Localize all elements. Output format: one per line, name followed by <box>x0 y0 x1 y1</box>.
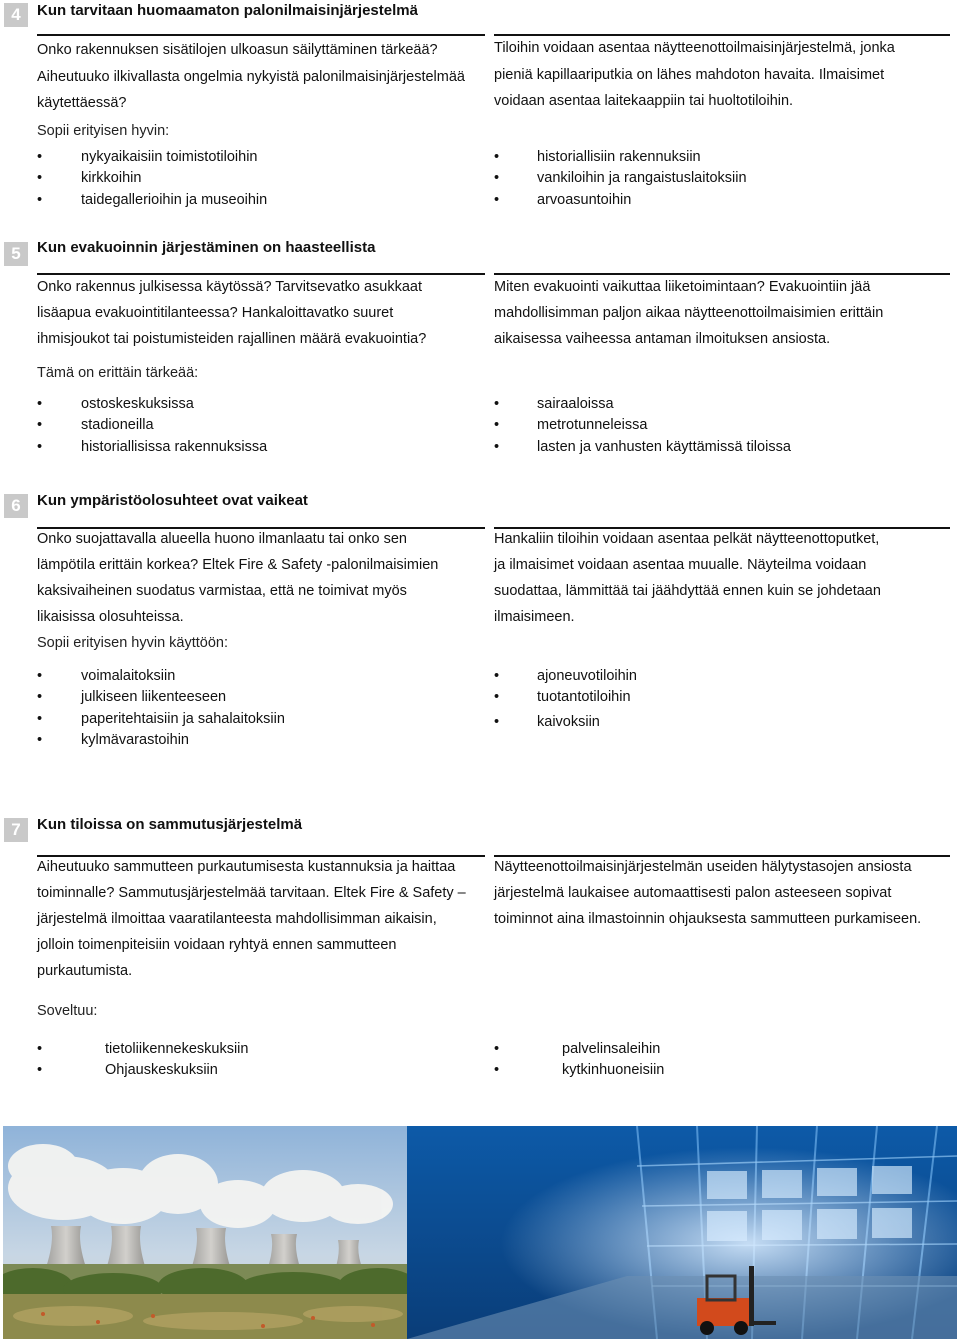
list-item: • kylmävarastoihin <box>37 731 189 748</box>
list-item: • ostoskeskuksissa <box>37 396 194 412</box>
section-6-left-paragraph: Onko suojattavalla alueella huono ilmanlaatu tai onko sen lämpötila erittäin korkea? Eltek Fire & Safety -palonilmaisimien kaksivaiheinen suodatus varmistaa, että ne toimivat myös likaisissa olosuhteissa. <box>37 531 439 625</box>
section-4-number: 4 <box>4 3 28 27</box>
section-5-left-list <box>37 394 477 458</box>
section-5-right-paragraph: Miten evakuointi vaikuttaa liiketoimintaan? Evakuointiin jää mahdollisimman paljon aikaa näytteenottoilmaisimien erittäin aikaisessa vaiheessa antaman ilmoituksen ansiosta. <box>494 279 884 347</box>
list-item: • julkiseen liikenteeseen <box>37 689 227 706</box>
list-item: • vankiloihin ja rangaistuslaitoksiin <box>494 170 747 187</box>
list-item: • taidegallerioihin ja museoihin <box>37 191 268 208</box>
section-7-right-paragraph: Näytteenottoilmaisinjärjestelmän useiden hälytystasojen ansiosta järjestelmä laukaisee automaattisesti palon asteeseen sopivat toiminnot aina ilmastoinnin ohjauksesta sammutteen purkamiseen. <box>494 859 922 927</box>
section-4-right-paragraph: Tiloihin voidaan asentaa näytteenottoilmaisinjärjestelmä, jonka pieniä kapillaariputkia on lähes mahdoton havaita. Ilmaisimet voidaan asentaa laitekaappiin tai huoltotiloihin. <box>494 40 895 109</box>
list-item: • kirkkoihin <box>37 170 142 187</box>
list-item: • Ohjauskeskuksiin <box>37 1062 218 1079</box>
list-item: • historiallisissa rakennuksissa <box>37 438 268 455</box>
list-item: • paperitehtaisiin ja sahalaitoksiin <box>37 710 285 727</box>
list-item: • tietoliikennekeskuksiin <box>37 1041 249 1057</box>
section-5-list-label: Tämä on erittäin tärkeää: <box>37 365 199 381</box>
section-4-right-list <box>494 147 934 211</box>
list-item: • lasten ja vanhusten käyttämissä tiloissa <box>494 438 791 455</box>
section-5-right-list <box>494 394 934 458</box>
section-7-list-label: Soveltuu: <box>37 1003 98 1019</box>
list-item: • kytkinhuoneisiin <box>494 1062 665 1079</box>
section-5-title: Kun evakuoinnin järjestäminen on haasteellista <box>37 239 376 256</box>
section-6-left-list <box>37 666 477 751</box>
section-4-left-paragraph: Onko rakennuksen sisätilojen ulkoasun säilyttäminen tärkeää? Aiheutuuko ilkivallasta ongelmia nykyistä palonilmaisinjärjestelmää käytettäessä? <box>37 42 465 111</box>
section-4-left-list <box>37 147 477 211</box>
section-6-list-label: Sopii erityisen hyvin käyttöön: <box>37 635 229 651</box>
section-6-right-list <box>494 666 934 736</box>
warehouse-illustration <box>407 1126 957 1339</box>
section-6-number: 6 <box>4 494 28 518</box>
list-item: • palvelinsaleihin <box>494 1041 661 1057</box>
list-item: • stadioneilla <box>37 417 154 434</box>
list-item: • arvoasuntoihin <box>494 191 632 208</box>
list-item: • metrotunneleissa <box>494 417 648 434</box>
section-5-number: 5 <box>4 242 28 266</box>
section-7-left-list <box>37 1039 477 1082</box>
list-item: • sairaaloissa <box>494 396 614 412</box>
section-6-title: Kun ympäristöolosuhteet ovat vaikeat <box>37 492 308 509</box>
section-4-title: Kun tarvitaan huomaamaton palonilmaisinjärjestelmä <box>37 2 418 19</box>
section-6-right-paragraph: Hankaliin tiloihin voidaan asentaa pelkät näytteenottoputket, ja ilmaisimet voidaan asentaa muualle. Näyteilma voidaan suodattaa, lämmittää tai jäähdyttää ennen kuin se johdetaan ilmaisimeen. <box>494 531 881 625</box>
list-item: • historiallisiin rakennuksiin <box>494 149 701 165</box>
list-item: • nykyaikaisiin toimistotiloihin <box>37 149 258 165</box>
section-5-left-paragraph: Onko rakennus julkisessa käytössä? Tarvitsevatko asukkaat lisäapua evakuointitilanteessa? Hankaloittavatko suuret ihmisjoukot tai poistumisteiden rajallinen määrä evakuointia? <box>37 279 427 347</box>
warehouse-forklift-photo <box>407 1126 957 1339</box>
section-7-number: 7 <box>4 818 28 842</box>
section-7-right-list <box>494 1039 934 1082</box>
list-item: • kaivoksiin <box>494 713 600 730</box>
section-4-rule-left <box>37 34 485 36</box>
list-item: • voimalaitoksiin <box>37 668 176 684</box>
cooling-towers-illustration <box>3 1126 407 1339</box>
section-7-left-paragraph: Aiheutuuko sammutteen purkautumisesta kustannuksia ja haittaa toiminnalle? Sammutusjärjestelmää tarvitaan. Eltek Fire & Safety – järjestelmä ilmoittaa vaaratilanteesta mahdollisimman aikaisin, jolloin toimenpiteisiin voidaan ryhtyä ennen sammutteen purkautumista. <box>37 859 466 979</box>
list-item: • tuotantotiloihin <box>494 689 631 706</box>
section-4-list-label: Sopii erityisen hyvin: <box>37 123 170 139</box>
list-item: • ajoneuvotiloihin <box>494 668 637 684</box>
cooling-towers-photo <box>3 1126 407 1339</box>
section-7-title: Kun tiloissa on sammutusjärjestelmä <box>37 816 303 833</box>
